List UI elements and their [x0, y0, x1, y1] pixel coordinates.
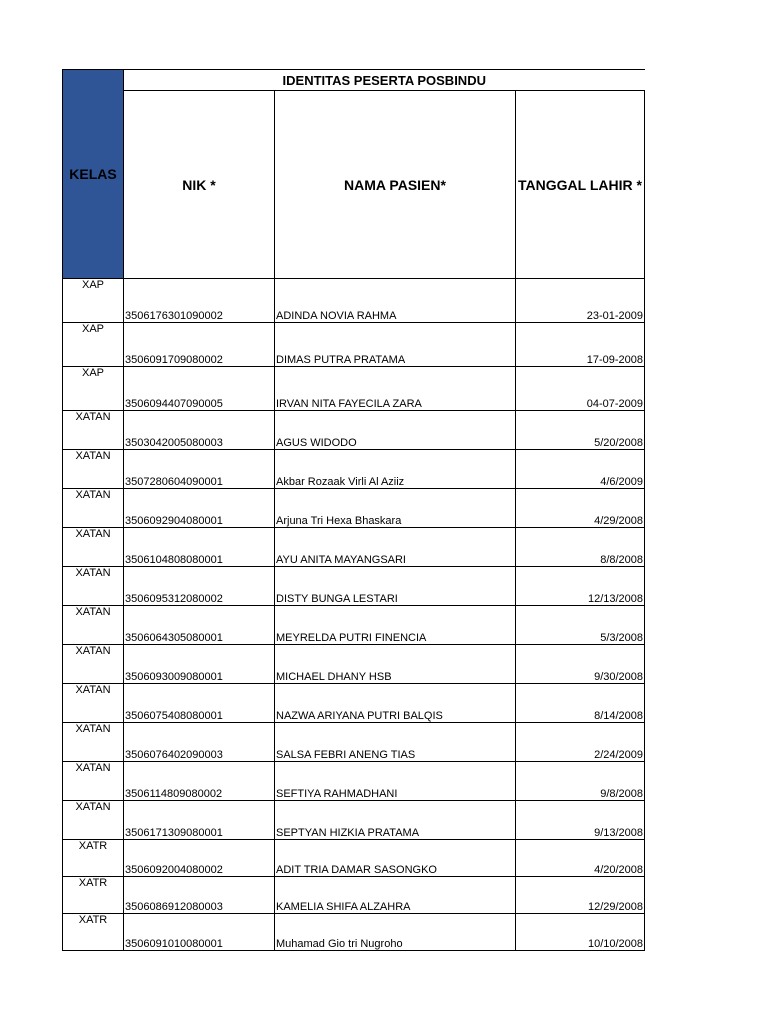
nama-cell[interactable]: ADIT TRIA DAMAR SASONGKO — [275, 840, 516, 877]
nik-cell[interactable]: 3506171309080001 — [124, 801, 275, 840]
kelas-cell[interactable]: XATAN — [63, 723, 124, 762]
table-row — [63, 762, 645, 801]
table-row — [63, 367, 645, 411]
data-sheet — [62, 69, 645, 951]
table-row — [63, 645, 645, 684]
nik-cell[interactable]: 3506075408080001 — [124, 684, 275, 723]
column-header-row — [63, 91, 645, 279]
tanggal-cell[interactable]: 4/20/2008 — [516, 840, 645, 877]
nama-header[interactable]: NAMA PASIEN* — [275, 91, 516, 279]
table-row — [63, 411, 645, 450]
nik-cell[interactable]: 3506176301090002 — [124, 279, 275, 323]
table-row — [63, 567, 645, 606]
nik-cell[interactable]: 3506091709080002 — [124, 323, 275, 367]
nama-cell[interactable]: DIMAS PUTRA PRATAMA — [275, 323, 516, 367]
nik-cell[interactable]: 3506094407090005 — [124, 367, 275, 411]
tanggal-cell[interactable]: 04-07-2009 — [516, 367, 645, 411]
table-row — [63, 489, 645, 528]
nama-cell[interactable]: Akbar Rozaak Virli Al Aziiz — [275, 450, 516, 489]
tanggal-cell[interactable]: 9/30/2008 — [516, 645, 645, 684]
kelas-cell[interactable]: XATR — [63, 877, 124, 914]
nik-cell[interactable]: 3506092904080001 — [124, 489, 275, 528]
tanggal-cell[interactable]: 10/10/2008 — [516, 914, 645, 951]
nama-cell[interactable]: SEFTIYA RAHMADHANI — [275, 762, 516, 801]
nik-header[interactable]: NIK * — [124, 91, 275, 279]
table-row — [63, 914, 645, 951]
nik-cell[interactable]: 3503042005080003 — [124, 411, 275, 450]
nik-cell[interactable]: 3506104808080001 — [124, 528, 275, 567]
table-row — [63, 840, 645, 877]
nik-cell[interactable]: 3506064305080001 — [124, 606, 275, 645]
nama-cell[interactable]: SALSA FEBRI ANENG TIAS — [275, 723, 516, 762]
table-row — [63, 606, 645, 645]
nik-cell[interactable]: 3506093009080001 — [124, 645, 275, 684]
table-row — [63, 279, 645, 323]
nama-cell[interactable]: KAMELIA SHIFA ALZAHRA — [275, 877, 516, 914]
nama-cell[interactable]: MICHAEL DHANY HSB — [275, 645, 516, 684]
table-row — [63, 723, 645, 762]
kelas-cell[interactable]: XATAN — [63, 762, 124, 801]
kelas-cell[interactable]: XATAN — [63, 450, 124, 489]
kelas-cell[interactable]: XAP — [63, 367, 124, 411]
nama-cell[interactable]: Arjuna Tri Hexa Bhaskara — [275, 489, 516, 528]
nama-cell[interactable]: ADINDA NOVIA RAHMA — [275, 279, 516, 323]
kelas-cell[interactable]: XATAN — [63, 801, 124, 840]
nama-cell[interactable]: AGUS WIDODO — [275, 411, 516, 450]
nama-cell[interactable]: DISTY BUNGA LESTARI — [275, 567, 516, 606]
tanggal-cell[interactable]: 12/29/2008 — [516, 877, 645, 914]
nik-cell[interactable]: 3506095312080002 — [124, 567, 275, 606]
kelas-cell[interactable]: XATAN — [63, 567, 124, 606]
tanggal-cell[interactable]: 4/29/2008 — [516, 489, 645, 528]
kelas-cell[interactable]: XATAN — [63, 684, 124, 723]
nama-cell[interactable]: AYU ANITA MAYANGSARI — [275, 528, 516, 567]
nik-cell[interactable]: 3506091010080001 — [124, 914, 275, 951]
tanggal-cell[interactable]: 2/24/2009 — [516, 723, 645, 762]
tanggal-cell[interactable]: 12/13/2008 — [516, 567, 645, 606]
kelas-header[interactable]: KELAS — [63, 70, 124, 279]
nama-cell[interactable]: SEPTYAN HIZKIA PRATAMA — [275, 801, 516, 840]
nik-cell[interactable]: 3506086912080003 — [124, 877, 275, 914]
tanggal-cell[interactable]: 8/14/2008 — [516, 684, 645, 723]
nik-cell[interactable]: 3506114809080002 — [124, 762, 275, 801]
kelas-cell[interactable]: XATAN — [63, 528, 124, 567]
kelas-cell[interactable]: XATAN — [63, 489, 124, 528]
section-title-row — [63, 70, 645, 91]
table-row — [63, 450, 645, 489]
table-row — [63, 528, 645, 567]
kelas-cell[interactable]: XATR — [63, 914, 124, 951]
tanggal-cell[interactable]: 5/3/2008 — [516, 606, 645, 645]
nama-cell[interactable]: MEYRELDA PUTRI FINENCIA — [275, 606, 516, 645]
tanggal-cell[interactable]: 23-01-2009 — [516, 279, 645, 323]
tanggal-cell[interactable]: 17-09-2008 — [516, 323, 645, 367]
section-title[interactable]: IDENTITAS PESERTA POSBINDU — [124, 70, 645, 91]
nik-cell[interactable]: 3506092004080002 — [124, 840, 275, 877]
tanggal-cell[interactable]: 5/20/2008 — [516, 411, 645, 450]
table-row — [63, 877, 645, 914]
nama-cell[interactable]: IRVAN NITA FAYECILA ZARA — [275, 367, 516, 411]
nama-cell[interactable]: NAZWA ARIYANA PUTRI BALQIS — [275, 684, 516, 723]
tanggal-cell[interactable]: 8/8/2008 — [516, 528, 645, 567]
kelas-cell[interactable]: XATAN — [63, 606, 124, 645]
table-row — [63, 323, 645, 367]
tanggal-cell[interactable]: 4/6/2009 — [516, 450, 645, 489]
tanggal-cell[interactable]: 9/8/2008 — [516, 762, 645, 801]
kelas-cell[interactable]: XAP — [63, 323, 124, 367]
table-row — [63, 801, 645, 840]
kelas-cell[interactable]: XATAN — [63, 411, 124, 450]
nama-cell[interactable]: Muhamad Gio tri Nugroho — [275, 914, 516, 951]
kelas-cell[interactable]: XATR — [63, 840, 124, 877]
kelas-cell[interactable]: XAP — [63, 279, 124, 323]
tanggal-header[interactable]: TANGGAL LAHIR * — [516, 91, 645, 279]
kelas-cell[interactable]: XATAN — [63, 645, 124, 684]
nik-cell[interactable]: 3507280604090001 — [124, 450, 275, 489]
table-row — [63, 684, 645, 723]
nik-cell[interactable]: 3506076402090003 — [124, 723, 275, 762]
tanggal-cell[interactable]: 9/13/2008 — [516, 801, 645, 840]
